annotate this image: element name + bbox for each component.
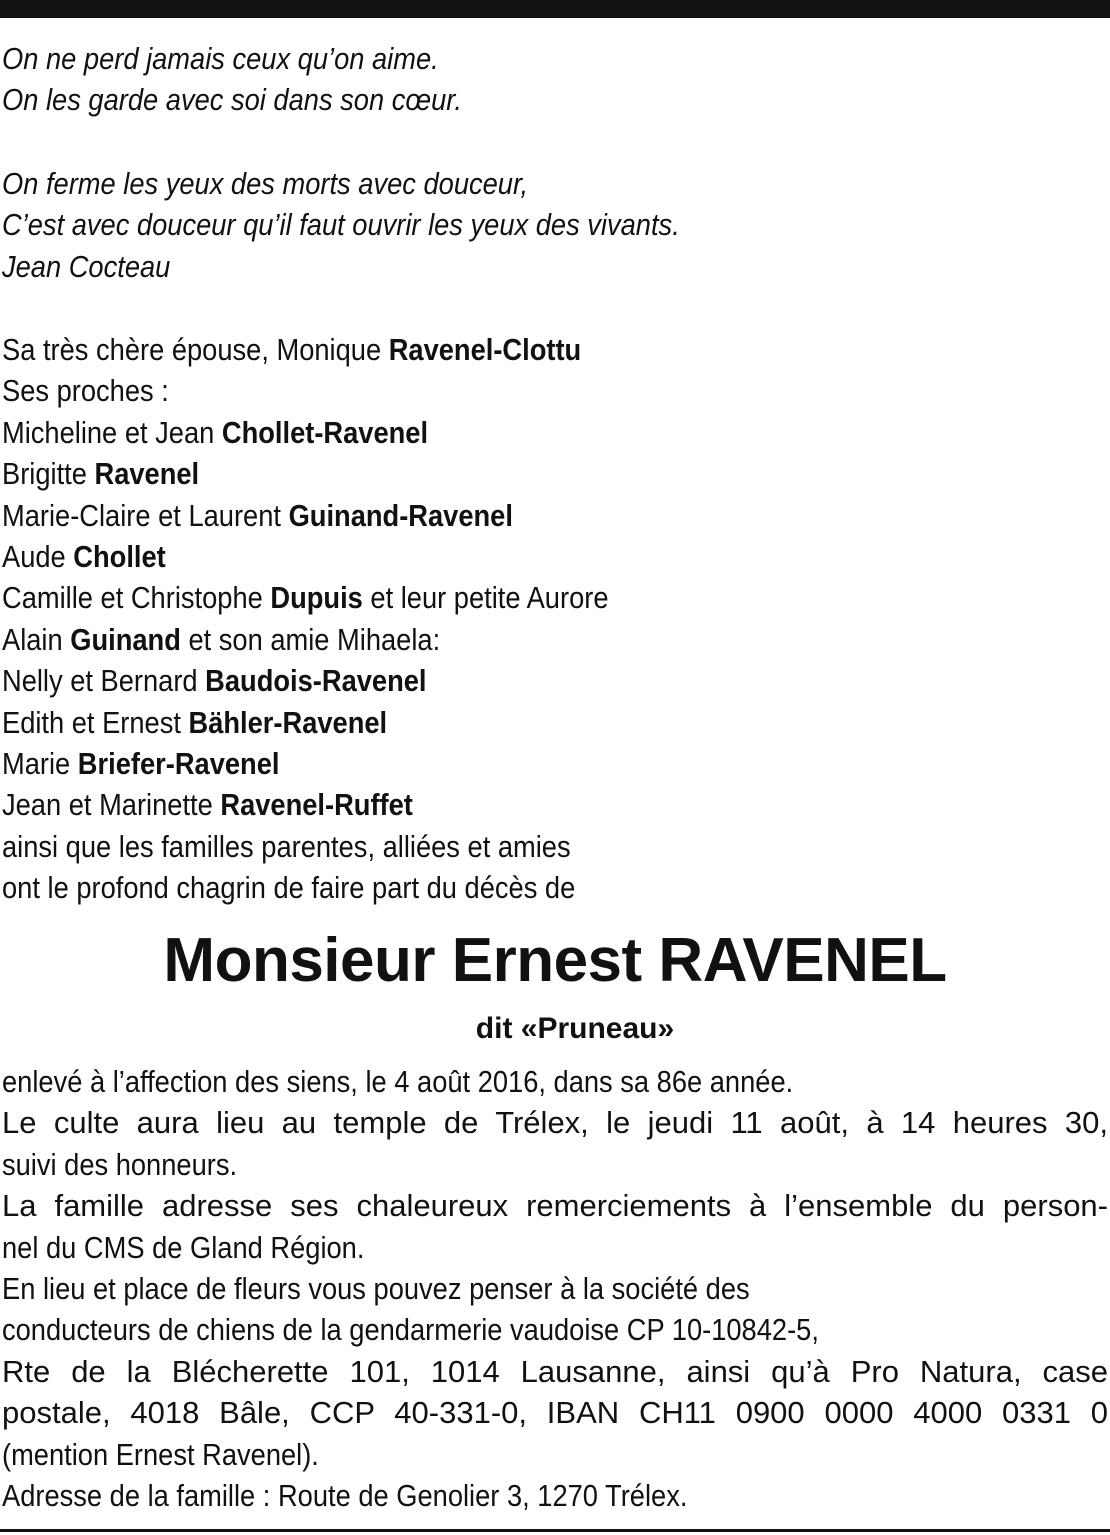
donation-line: En lieu et place de fleurs vous pouvez penser à la société des bbox=[2, 1270, 750, 1306]
surname: Dupuis bbox=[270, 580, 363, 616]
cocteau-quote bbox=[2, 163, 1108, 287]
deceased-name: Monsieur Ernest RAVENEL bbox=[163, 926, 947, 995]
opening-quote bbox=[2, 38, 1108, 121]
relative-line: Jean et Marinette Ravenel-Ruffet bbox=[2, 787, 413, 823]
thanks-line: nel du CMS de Gland Région. bbox=[2, 1229, 365, 1265]
surname: Chollet bbox=[73, 538, 166, 574]
surname: Bähler-Ravenel bbox=[188, 704, 388, 740]
quote-line: On ferme les yeux des morts avec douceur, bbox=[2, 166, 529, 201]
relative-line: Camille et Christophe Dupuis et leur petite Aurore bbox=[2, 580, 609, 616]
closing-line: ainsi que les familles parentes, alliées et amies bbox=[2, 828, 571, 864]
surname: Baudois-Ravenel bbox=[205, 663, 427, 699]
quote-line: On les garde avec soi dans son cœur. bbox=[2, 82, 462, 118]
relative-line: Micheline et Jean Chollet-Ravenel bbox=[2, 414, 429, 450]
surname: Ravenel-Clottu bbox=[388, 332, 582, 367]
relative-line: Marie-Claire et Laurent Guinand-Ravenel bbox=[2, 497, 513, 533]
relative-line: Nelly et Bernard Baudois-Ravenel bbox=[2, 663, 427, 699]
family-list bbox=[2, 329, 1108, 908]
quote-line: On ne perd jamais ceux qu’on aime. bbox=[2, 41, 439, 76]
quote-line: C’est avec douceur qu’il faut ouvrir les yeux des vivants. bbox=[2, 207, 680, 243]
relative-line: Brigitte Ravenel bbox=[2, 456, 200, 492]
donation-line: conducteurs de chiens de la gendarmerie vaudoise CP 10-10842-5, bbox=[2, 1312, 819, 1348]
thanks-line: La famille adresse ses chaleureux remerciements à l’ensemble du person- bbox=[2, 1188, 1108, 1224]
relative-line: Edith et Ernest Bähler-Ravenel bbox=[2, 704, 388, 740]
surname: Guinand bbox=[70, 621, 181, 657]
surname: Briefer-Ravenel bbox=[77, 745, 280, 781]
relative-line: Aude Chollet bbox=[2, 538, 166, 574]
surname: Ravenel bbox=[94, 456, 200, 492]
top-rule bbox=[0, 0, 1110, 18]
relative-line: Alain Guinand et son amie Mihaela: bbox=[2, 621, 441, 657]
relatives-intro: Ses proches : bbox=[2, 373, 169, 409]
donation-line: (mention Ernest Ravenel). bbox=[2, 1436, 319, 1472]
passing-line: enlevé à l’affection des siens, le 4 août 2016, dans sa 86e année. bbox=[2, 1064, 794, 1099]
surname: Ravenel-Ruffet bbox=[220, 787, 413, 823]
closing-line: ont le profond chagrin de faire part du décès de bbox=[2, 870, 576, 906]
family-address: Adresse de la famille : Route de Genolier 3, 1270 Trélex. bbox=[2, 1477, 688, 1513]
surname: Chollet-Ravenel bbox=[221, 414, 429, 450]
deceased-nickname: dit «Pruneau» bbox=[475, 1012, 675, 1045]
funeral-details bbox=[2, 1061, 1108, 1516]
donation-line: postale, 4018 Bâle, CCP 40-331-0, IBAN CH11 0900 0000 4000 0331 0 bbox=[2, 1395, 1108, 1431]
donation-line: Rte de la Blécherette 101, 1014 Lausanne, ainsi qu’à Pro Natura, case bbox=[2, 1353, 1108, 1389]
ceremony-line: Le culte aura lieu au temple de Trélex, le jeudi 11 août, à 14 heures 30, bbox=[2, 1105, 1108, 1141]
ceremony-line: suivi des honneurs. bbox=[2, 1146, 238, 1182]
bottom-rule bbox=[0, 1529, 1110, 1532]
surname: Guinand-Ravenel bbox=[288, 497, 513, 533]
relative-line: Marie Briefer-Ravenel bbox=[2, 745, 280, 781]
wife-line: Sa très chère épouse, Monique Ravenel-Clottu bbox=[2, 332, 582, 367]
quote-author: Jean Cocteau bbox=[2, 248, 171, 284]
